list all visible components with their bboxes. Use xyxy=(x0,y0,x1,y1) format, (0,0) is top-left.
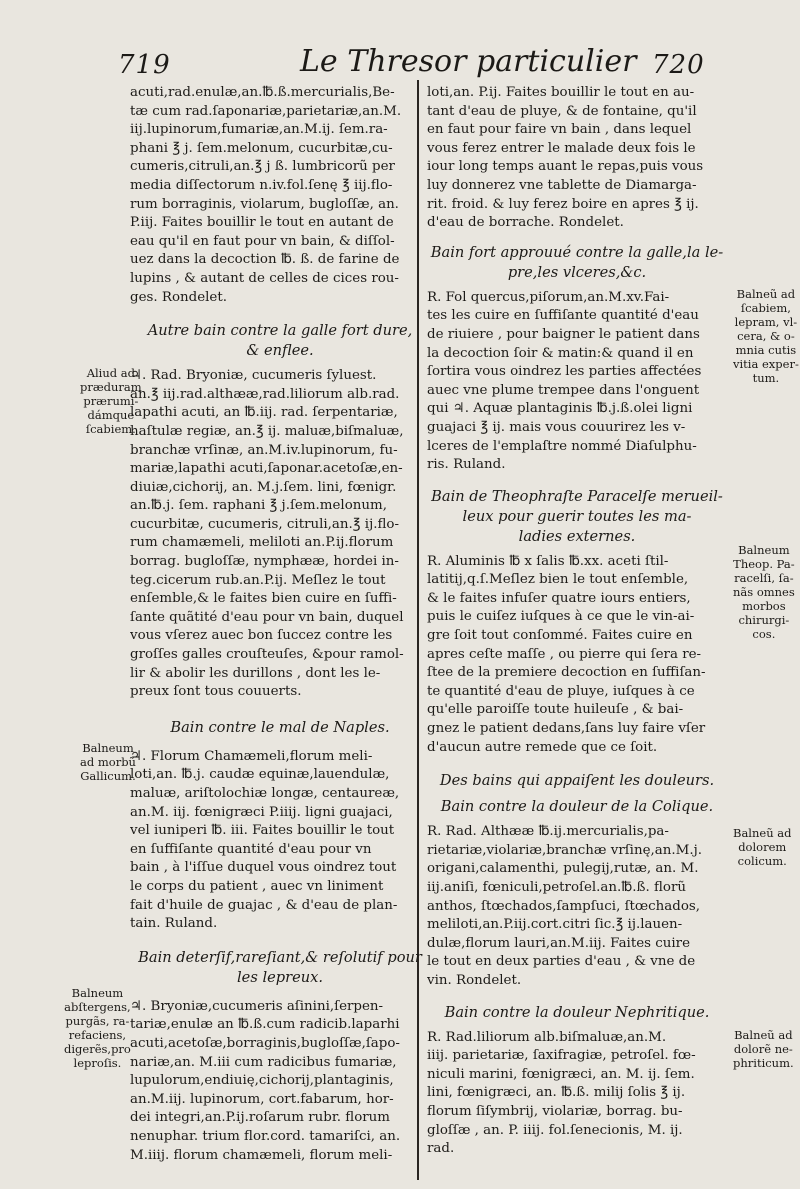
text-line: Balneum xyxy=(71,986,124,1000)
recipe-paragraph xyxy=(427,84,727,233)
text-line: Des bains qui appaiſent les douleurs. xyxy=(439,772,715,790)
text-line: Autre bain contre la galle fort dure, xyxy=(147,322,413,340)
text-line: Gallicum. xyxy=(80,769,136,783)
text-line: digerẽs,pro xyxy=(64,1042,131,1056)
text-line: R. Rad.liliorum alb.biſmaluæ,an.M. xyxy=(427,1029,667,1045)
text-line: qu'elle paroiſſe toute huileuſe , & bai- xyxy=(427,702,684,718)
text-line: & enflee. xyxy=(246,342,314,360)
text-line: cucurbitæ, cucumeris, citruli,an.℥ ij.flo- xyxy=(130,516,399,532)
text-line: ges. Rondelet. xyxy=(130,289,227,305)
text-line: d'aucun autre remede que ce ſoit. xyxy=(427,739,658,755)
text-line: colicum. xyxy=(737,854,787,868)
text-line: Balneũ ad xyxy=(736,287,796,301)
text-line: tain. Ruland. xyxy=(130,916,218,932)
text-line: iour long temps auant le repas,puis vous xyxy=(427,159,704,175)
text-line: qui ♃. Aquæ plantaginis ℔.j.ß.olei ligni xyxy=(427,401,693,417)
margin-note-nephriticum xyxy=(733,1028,794,1070)
text-line: lepram, vl- xyxy=(734,315,798,329)
running-header xyxy=(0,44,800,84)
text-line: eau qu'il en faut pour vn bain, & diſſol- xyxy=(130,233,395,249)
text-line: M.iiij. florum chamæmeli, florum meli- xyxy=(130,1147,393,1163)
text-line: meliloti,an.P.iij.cort.citri ſic.℥ ij.lauen- xyxy=(427,917,683,933)
text-line: loti,an. P.ij. Faites bouillir le tout en au- xyxy=(427,85,695,100)
left-column xyxy=(130,84,430,1165)
text-line: bain , à l'iſſue duquel vous oindrez tout xyxy=(130,860,397,876)
text-line: origani,calamenthi, pulegij,rutæ, an. M. xyxy=(427,861,699,877)
text-line: florum ſiſymbrij, violariæ, borrag. bu- xyxy=(427,1103,683,1119)
text-line: latitij,q.ſ.Meſlez bien le tout enſemble, xyxy=(427,572,689,588)
text-line: niculi marini, fœnigræci, an. M. ij. ſem. xyxy=(427,1066,695,1082)
text-line: luy donnerez vne tablette de Diamarga- xyxy=(427,177,697,193)
text-line: groſſes galles crouſteuſes, &pour ramol- xyxy=(130,647,404,663)
section-heading xyxy=(427,771,727,791)
recipe-paragraph xyxy=(427,823,727,990)
text-line: de riuiere , pour baigner le patient dans xyxy=(427,326,700,342)
text-line: lceres de l'emplaſtre nommé Diaſulphu- xyxy=(427,438,697,454)
text-line: ♃. Bryoniæ,cucumeris aſinini,ſerpen- xyxy=(130,998,384,1014)
recipe-paragraph xyxy=(427,289,727,475)
text-line: ſcabiem, xyxy=(740,301,791,315)
section-heading xyxy=(427,487,727,547)
text-line: & le faites infuſer quatre iours entiers, xyxy=(427,590,691,606)
text-line: rad. xyxy=(427,1141,455,1157)
text-line: chirurgi- xyxy=(738,613,790,627)
margin-note-abstergens xyxy=(64,986,131,1070)
text-line: preux ſont tous couuerts. xyxy=(130,684,302,700)
text-line: nenuphar. trium flor.cord. tamariſci, an. xyxy=(130,1128,401,1144)
text-line: vous vſerez auec bon ſuccez contre les xyxy=(130,628,393,644)
text-line: Balneum xyxy=(738,543,790,557)
text-line: tæ cum rad.ſaponariæ,parietariæ,an.M. xyxy=(130,103,402,119)
text-line: lini, fœnigræci, an. ℔.ß. milij ſolis ℥ ij. xyxy=(427,1085,686,1101)
running-title: Le Thresor particulier xyxy=(300,44,637,79)
section-heading xyxy=(130,948,430,988)
text-line: abſtergens, xyxy=(64,1000,131,1014)
text-line: vin. Rondelet. xyxy=(427,972,522,988)
text-line: phani ℥ j. ſem.melonum, cucurbitæ,cu- xyxy=(130,140,393,156)
text-line: an.M.iij. lupinorum, cort.fabarum, hor- xyxy=(130,1091,394,1107)
section-heading xyxy=(130,321,430,361)
text-line: rum chamæmeli, meliloti an.P.ij.florum xyxy=(130,535,394,551)
text-line: cumeris,citruli,an.℥ j ß. lumbricorũ per xyxy=(130,159,395,175)
text-line: iiij. parietariæ, ſaxifragiæ, petroſel. fœ- xyxy=(427,1048,696,1064)
text-line: acuti,rad.enulæ,an.℔.ß.mercurialis,Be- xyxy=(130,85,395,100)
text-line: lir & abolir les durillons , dont les le- xyxy=(130,665,381,681)
text-line: mnia cutis xyxy=(735,343,797,357)
recipe-paragraph xyxy=(130,84,430,307)
section-heading xyxy=(427,797,727,817)
text-line: pre,les vlceres,&c. xyxy=(507,263,647,281)
text-line: an.℔.j. ſem. raphani ℥ j.ſem.melonum, xyxy=(130,498,387,514)
text-line: lapathi acuti, an ℔.iij. rad. ſerpentariæ, xyxy=(130,405,398,421)
text-line: vitia exper- xyxy=(733,357,799,371)
margin-note-gallicum xyxy=(80,741,136,783)
text-line: leproſis. xyxy=(73,1056,122,1070)
text-line: maluæ, ariſtolochiæ longæ, centaureæ, xyxy=(130,786,400,801)
text-line: refaciens, xyxy=(68,1028,127,1042)
text-line: ſante quãtité d'eau pour vn bain, duquel xyxy=(130,609,404,625)
text-line: iij.lupinorum,fumariæ,an.M.ij. ſem.ra- xyxy=(130,122,388,138)
text-line: Bain deterſif,rareſiant,& reſolutif pour xyxy=(138,948,422,966)
text-line: Bain de Theophraſte Paracelſe merueil- xyxy=(431,487,723,505)
text-line: loti,an. ℔.j. caudæ equinæ,lauendulæ, xyxy=(130,767,390,783)
text-line: ſtee de la premiere decoction en ſuffiſan- xyxy=(427,665,706,681)
text-line: dolorem xyxy=(738,840,787,854)
left-page-number: 719 xyxy=(118,50,171,80)
text-line: ♃. Rad. Bryoniæ, cucumeris ſyluest. xyxy=(130,368,377,384)
margin-note-colicum xyxy=(733,826,791,868)
text-line: enſemble,& le faites bien cuire en ſuffi- xyxy=(130,591,397,607)
text-line: dulæ,florum lauri,an.M.iij. Faites cuire xyxy=(427,935,690,951)
right-column xyxy=(427,84,727,1159)
text-line: te quantité d'eau de pluye, iuſques à ce xyxy=(427,683,695,699)
text-line: apres ceſte maſſe , ou pierre qui ſera re- xyxy=(427,646,702,662)
text-line: Bain contre le mal de Naples. xyxy=(170,718,390,736)
text-line: nariæ,an. M.iii cum radicibus fumariæ, xyxy=(130,1054,397,1070)
text-line: P.iij. Faites bouillir le tout en autant de xyxy=(130,215,394,231)
text-line: iij.aniſi, fœniculi,petroſel.an.℔.ß. florũ xyxy=(427,880,686,895)
section-heading xyxy=(130,718,430,738)
text-line: ad morbũ xyxy=(80,755,136,769)
margin-note-aliud xyxy=(80,366,142,436)
text-line: en faut pour faire vn bain , dans lequel xyxy=(427,122,692,138)
text-line: puis le cuiſez iuſques à ce que le vin-ai- xyxy=(427,609,695,625)
text-line: dei integri,an.P.ij.roſarum rubr. florum xyxy=(130,1110,391,1126)
text-line: anthos, ſtœchados,ſampſuci, ſtœchados, xyxy=(427,898,701,914)
recipe-paragraph xyxy=(130,998,430,1165)
margin-note-paracelsi xyxy=(733,543,795,641)
text-line: cera, & o- xyxy=(737,329,795,343)
text-line: rit. froid. & luy ferez boire en apres ℥ ij. xyxy=(427,196,699,212)
text-line: R. Aluminis ℔ x ſalis ℔.xx. aceti ſtil- xyxy=(427,553,669,569)
text-line: purgãs, ra- xyxy=(65,1014,130,1028)
text-line: tes les cuire en ſuffiſante quantité d'eau xyxy=(427,308,699,324)
text-line: ♃. Florum Chamæmeli,florum meli- xyxy=(130,748,373,764)
text-line: Bain contre la douleur de la Colique. xyxy=(440,798,714,816)
margin-note-scabiem xyxy=(733,287,799,385)
text-line: prærumi- xyxy=(83,394,139,408)
text-line: rum borraginis, violarum, bugloſſæ, an. xyxy=(130,196,399,212)
text-line: les lepreux. xyxy=(237,968,323,986)
section-heading xyxy=(427,243,727,283)
text-line: præduram xyxy=(80,380,142,394)
text-line: dolorẽ ne- xyxy=(733,1042,793,1056)
right-page-number: 720 xyxy=(652,50,705,80)
text-line: R. Rad. Althææ ℔.ij.mercurialis,pa- xyxy=(427,824,669,840)
text-line: borrag. bugloſſæ, nymphææ, hordei in- xyxy=(130,554,399,570)
text-line: dámque xyxy=(87,408,135,422)
text-line: an.℥ iij.rad.althææ,rad.liliorum alb.rad. xyxy=(130,386,400,402)
text-line: phriticum. xyxy=(733,1056,794,1070)
text-line: morbos xyxy=(742,599,786,613)
text-line: la decoction ſoir & matin:& quand il en xyxy=(427,345,694,361)
text-line: vous ferez entrer le malade deux fois le xyxy=(427,140,696,156)
recipe-paragraph xyxy=(427,1029,727,1159)
text-line: lupulorum,endiuię,cichorij,plantaginis, xyxy=(130,1073,394,1089)
text-line: ſcabiem. xyxy=(85,422,136,436)
recipe-paragraph xyxy=(130,367,430,702)
text-line: racelſi, ſa- xyxy=(734,571,794,585)
section-heading xyxy=(427,1003,727,1023)
recipe-paragraph xyxy=(427,553,727,758)
text-line: cos. xyxy=(752,627,776,641)
text-line: haſtulæ regiæ, an.℥ ij. maluæ,biſmaluæ, xyxy=(130,423,404,439)
text-line: auec vne plume trempee dans l'onguent xyxy=(427,382,700,398)
text-line: branchæ vrſinæ, an.M.iv.lupinorum, fu- xyxy=(130,442,398,458)
text-line: d'eau de borrache. Rondelet. xyxy=(427,215,624,231)
text-line: diuiæ,cichorij, an. M.j.ſem. lini, fœnigr. xyxy=(130,479,397,495)
text-line: Balneum xyxy=(82,741,134,755)
text-line: an.M. iij. fœnigræci P.iiij. ligni guajaci, xyxy=(130,804,393,820)
text-line: R. Fol quercus,piſorum,an.M.xv.Fai- xyxy=(427,289,670,305)
text-line: tariæ,enulæ an ℔.ß.cum radicib.laparhi xyxy=(130,1017,400,1033)
text-line: ladies externes. xyxy=(518,527,636,545)
text-line: tant d'eau de pluye, & de fontaine, qu'il xyxy=(427,103,697,119)
text-line: nãs omnes xyxy=(733,585,795,599)
text-line: ris. Ruland. xyxy=(427,457,506,473)
text-line: uez dans la decoction ℔. ß. de farine de xyxy=(130,252,400,268)
text-line: lupins , & autant de celles de cices rou- xyxy=(130,270,399,286)
text-line: acuti,acetoſæ,borraginis,bugloſſæ,ſapo- xyxy=(130,1035,400,1051)
text-line: media diſſectorum n.iv.fol.ſenę ℥ iij.flo- xyxy=(130,177,393,193)
text-line: rietariæ,violariæ,branchæ vrſinę,an.M.j. xyxy=(427,842,702,858)
recipe-paragraph xyxy=(130,748,430,934)
text-line: gre ſoit tout conſommé. Faites cuire en xyxy=(427,628,693,644)
text-line: Aliud ad xyxy=(86,366,135,380)
text-line: gnez le patient dedans,ſans luy faire vſer xyxy=(427,721,706,737)
text-line: tum. xyxy=(752,371,780,385)
text-line: gloſſæ , an. P. iiij. fol.ſenecionis, M. ij. xyxy=(427,1122,683,1138)
text-line: Bain fort approuué contre la galle,la le- xyxy=(430,243,724,261)
text-line: Balneũ ad xyxy=(734,1028,793,1042)
text-line: guajaci ℥ ij. mais vous couurirez les v- xyxy=(427,419,686,435)
text-line: Bain contre la douleur Nephritique. xyxy=(444,1003,710,1021)
text-line: mariæ,lapathi acuti,ſaponar.acetoſæ,en- xyxy=(130,461,403,477)
text-line: leux pour guerir toutes les ma- xyxy=(462,507,692,525)
text-line: Balneũ ad xyxy=(733,826,792,840)
text-line: teg.cicerum rub.an.P.ij. Meſlez le tout xyxy=(130,572,386,588)
text-line: ſortira vous oindrez les parties affectées xyxy=(427,364,702,380)
text-line: en ſuffiſante quantité d'eau pour vn xyxy=(130,841,372,857)
text-line: le corps du patient , auec vn liniment xyxy=(130,878,384,894)
text-line: Theop. Pa- xyxy=(733,557,795,571)
text-line: vel iuniperi ℔. iii. Faites bouillir le tout xyxy=(130,823,395,839)
text-line: le tout en deux parties d'eau , & vne de xyxy=(427,954,696,970)
text-line: fait d'huile de guajac , & d'eau de plan- xyxy=(130,897,398,913)
